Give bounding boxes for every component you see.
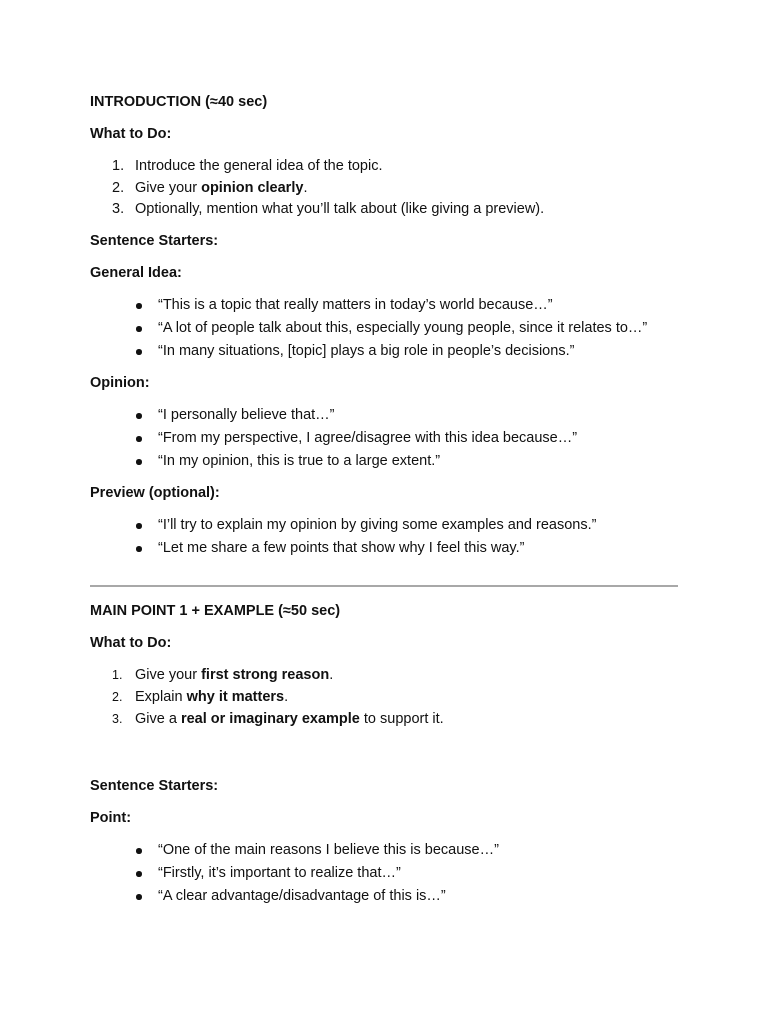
list-item: “A clear advantage/disadvantage of this is…” — [90, 885, 680, 908]
point-heading: Point: — [90, 810, 132, 827]
document-page — [90, 92, 680, 908]
bullet-icon — [136, 894, 142, 900]
section-divider — [90, 585, 678, 587]
list-item: “A lot of people talk about this, especially young people, since it relates to…” — [90, 317, 680, 340]
bullet-icon — [136, 848, 142, 854]
list-item: “This is a topic that really matters in today’s world because…” — [90, 294, 680, 317]
list-item: 1. Give your first strong reason. — [112, 667, 334, 684]
general-idea-list — [90, 294, 680, 363]
list-item: 3. Give a real or imaginary example to support it. — [112, 710, 444, 727]
opinion-heading: Opinion: — [90, 375, 150, 392]
section-title-introduction: INTRODUCTION (≈40 sec) — [90, 94, 268, 110]
bullet-icon — [136, 546, 142, 552]
list-item: “Firstly, it’s important to realize that…” — [90, 862, 680, 885]
preview-heading: Preview (optional): — [90, 485, 220, 502]
list-item: 1. Introduce the general idea of the topic. — [112, 158, 383, 174]
general-idea-heading: General Idea: — [90, 265, 182, 282]
what-to-do-heading: What to Do: — [90, 635, 172, 652]
bullet-icon — [136, 413, 142, 419]
what-to-do-heading: What to Do: — [90, 126, 172, 142]
bullet-icon — [136, 459, 142, 465]
opinion-list — [90, 404, 680, 473]
list-item: “One of the main reasons I believe this is because…” — [90, 839, 680, 862]
list-item: “Let me share a few points that show why I feel this way.” — [90, 537, 680, 560]
section-title-main-point-1: MAIN POINT 1 + EXAMPLE (≈50 sec) — [90, 603, 341, 620]
bullet-icon — [136, 349, 142, 355]
point-list — [90, 839, 680, 908]
bullet-icon — [136, 436, 142, 442]
list-item: “From my perspective, I agree/disagree with this idea because…” — [90, 427, 680, 450]
list-item: 3. Optionally, mention what you’ll talk about (like giving a preview). — [112, 201, 545, 218]
list-item: “In my opinion, this is true to a large extent.” — [90, 450, 680, 473]
intro-steps-list — [90, 156, 680, 221]
sentence-starters-heading: Sentence Starters: — [90, 778, 219, 795]
list-item: “I personally believe that…” — [90, 404, 680, 427]
bullet-icon — [136, 303, 142, 309]
list-item: “In many situations, [topic] plays a big role in people’s decisions.” — [90, 340, 680, 363]
main1-steps-list — [90, 665, 680, 730]
bullet-icon — [136, 871, 142, 877]
list-item: “I’ll try to explain my opinion by giving some examples and reasons.” — [90, 514, 680, 537]
bullet-icon — [136, 326, 142, 332]
list-item: 2. Give your opinion clearly. — [112, 179, 308, 196]
sentence-starters-heading: Sentence Starters: — [90, 233, 219, 250]
preview-list — [90, 514, 680, 560]
bullet-icon — [136, 523, 142, 529]
list-item: 2. Explain why it matters. — [112, 688, 289, 705]
